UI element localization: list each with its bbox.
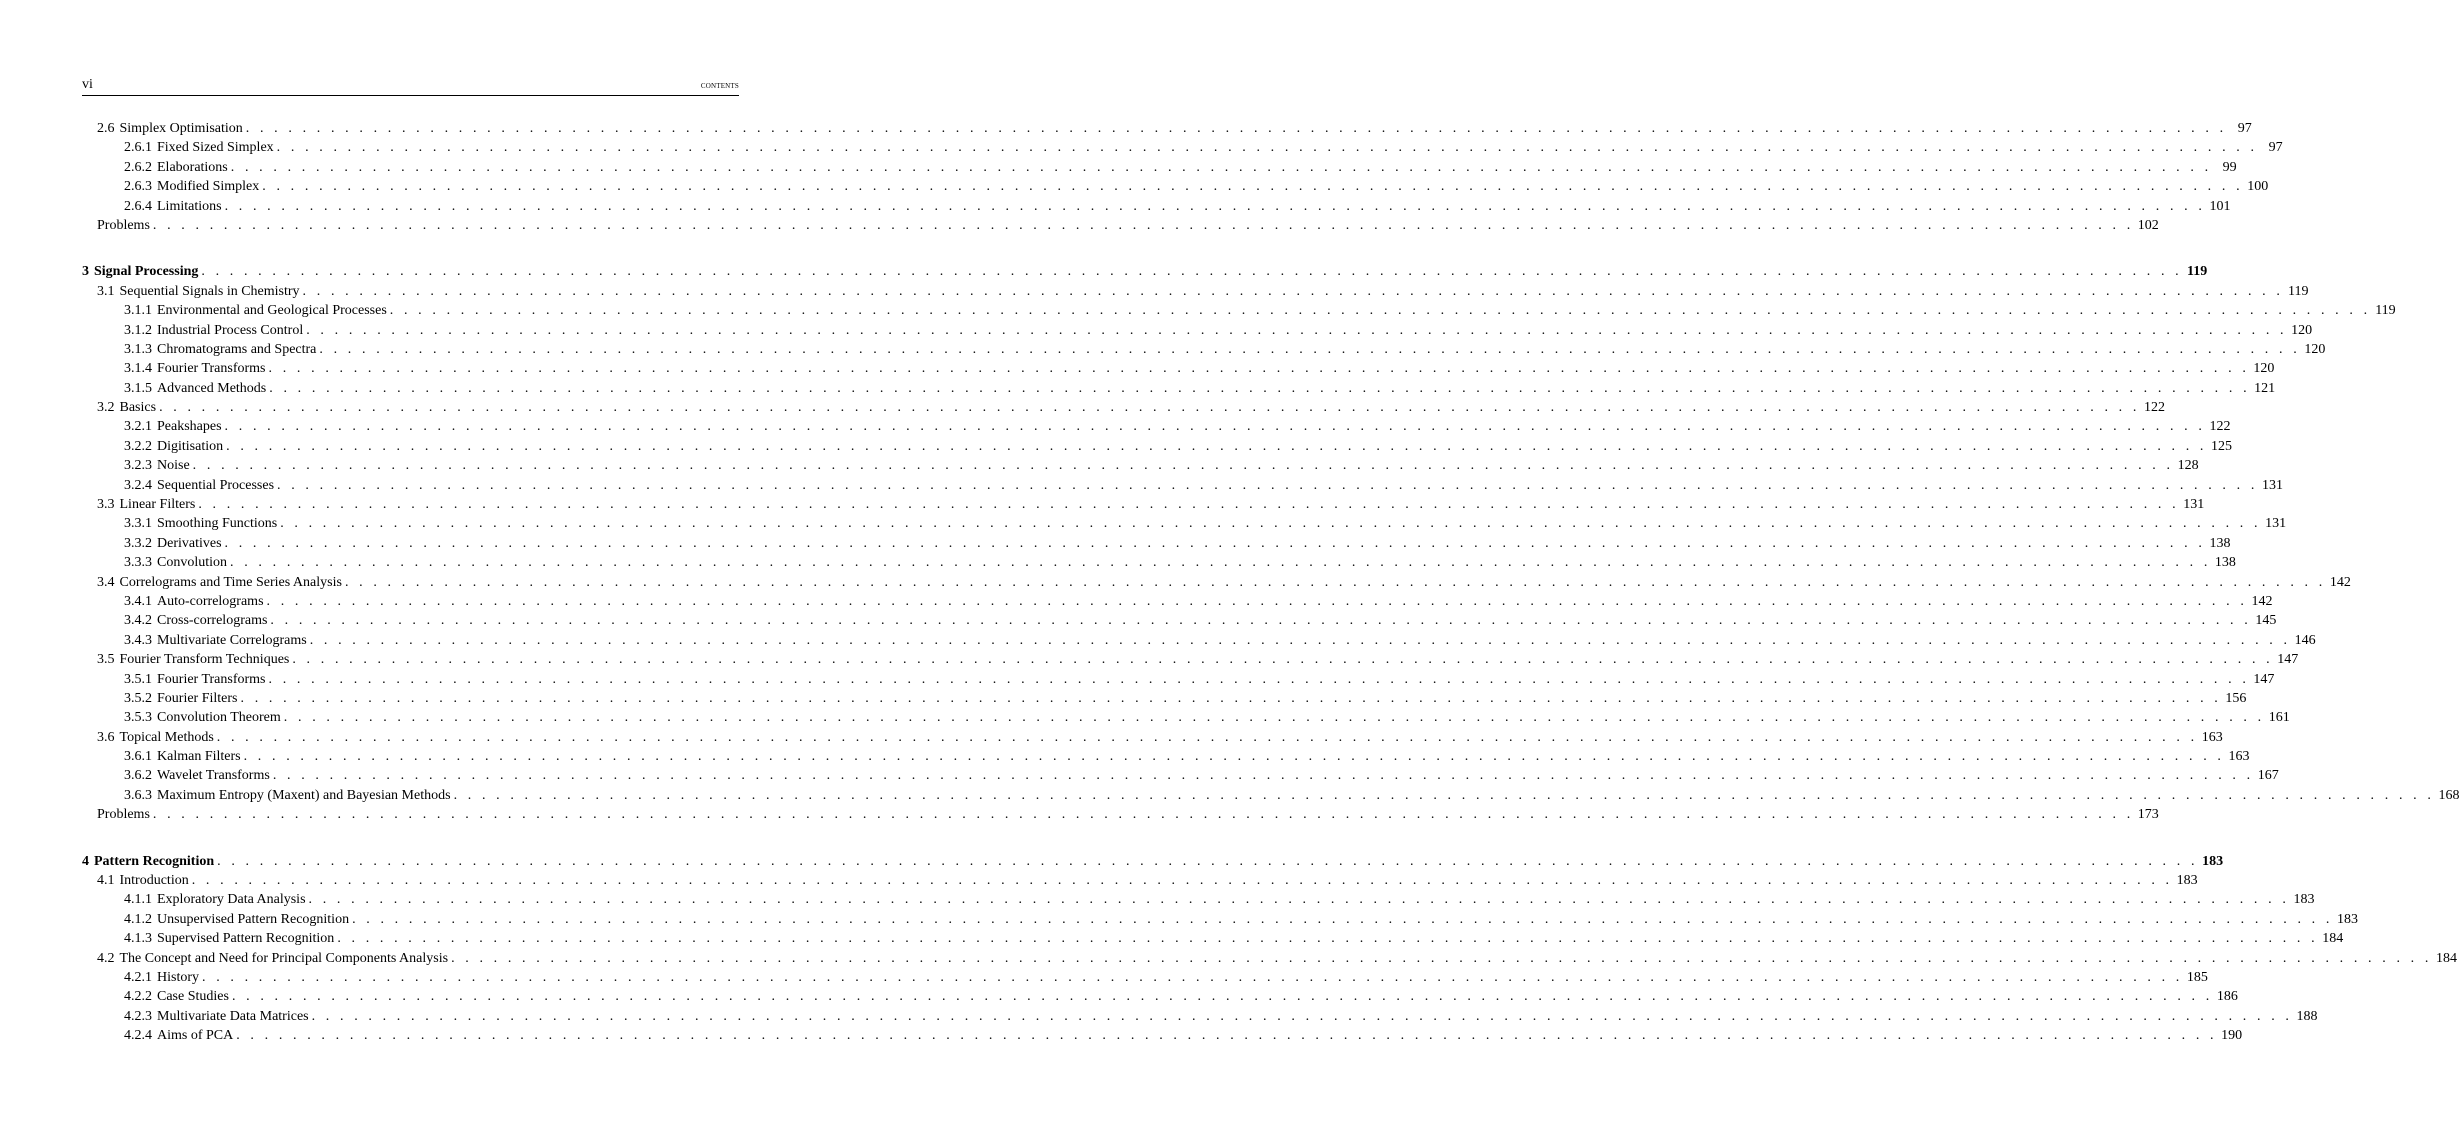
dot-leader: . . . . . . . . . . . . . . . . . . . . . . . . . . . . . . . . . . . . . . . . . . . . . . . . . . . . . . . . . . . . . . . . . . . . . . . . . . . . . . . . . . . . . . . . . . . . . . . . . . . . . . . . . . . . . . . . . . . . . . . . . . . . . . . . . . . . . . . . . . . . <box>451 950 2432 966</box>
dot-leader: . . . . . . . . . . . . . . . . . . . . . . . . . . . . . . . . . . . . . . . . . . . . . . . . . . . . . . . . . . . . . . . . . . . . . . . . . . . . . . . . . . . . . . . . . . . . . . . . . . . . . . . . . . . . . . . . . . . . . . . . . . . . . . . . . . . . . . . . . . . . <box>217 853 2199 869</box>
entry-page-number: 147 <box>2253 671 2275 687</box>
entry-number: 3.4.1 <box>124 593 152 609</box>
entry-title: Sequential Signals in Chemistry <box>119 283 300 299</box>
toc-section-entry[interactable] <box>82 495 2205 514</box>
entry-page-number: 183 <box>2202 853 2224 869</box>
entry-title: Fourier Transforms <box>157 671 266 687</box>
entry-title: Chromatograms and Spectra <box>157 341 317 357</box>
entry-page-number: 146 <box>2294 632 2316 648</box>
entry-page-number: 142 <box>2251 593 2273 609</box>
toc-subsection-entry[interactable] <box>82 890 2315 909</box>
dot-leader: . . . . . . . . . . . . . . . . . . . . . . . . . . . . . . . . . . . . . . . . . . . . . . . . . . . . . . . . . . . . . . . . . . . . . . . . . . . . . . . . . . . . . . . . . . . . . . . . . . . . . . . . . . . . . . . . . . . . . . . . . . . . . . . . . . . . . . . . . . . . <box>319 341 2301 357</box>
entry-number: 3.6.2 <box>124 768 152 784</box>
entry-page-number: 122 <box>2209 419 2231 435</box>
entry-number: 3 <box>82 264 89 280</box>
entry-title: Basics <box>119 400 157 416</box>
dot-leader: . . . . . . . . . . . . . . . . . . . . . . . . . . . . . . . . . . . . . . . . . . . . . . . . . . . . . . . . . . . . . . . . . . . . . . . . . . . . . . . . . . . . . . . . . . . . . . . . . . . . . . . . . . . . . . . . . . . . . . . . . . . . . . . . . . . . . . . . . . . . <box>311 1008 2293 1024</box>
running-title: contents <box>700 80 739 91</box>
toc-subsection-entry[interactable] <box>82 670 2275 689</box>
entry-title: Auto-correlograms <box>157 593 264 609</box>
entry-title: Fixed Sized Simplex <box>157 140 274 156</box>
entry-title: Signal Processing <box>94 264 199 280</box>
entry-title: Multivariate Correlograms <box>157 632 307 648</box>
entry-title: Simplex Optimisation <box>119 120 243 136</box>
entry-page-number: 145 <box>2255 613 2277 629</box>
entry-number: 4.2 <box>97 950 115 966</box>
entry-title: Advanced Methods <box>157 380 267 396</box>
entry-number: 3.3.1 <box>124 516 152 532</box>
toc-subsection-entry[interactable] <box>82 592 2273 611</box>
dot-leader: . . . . . . . . . . . . . . . . . . . . . . . . . . . . . . . . . . . . . . . . . . . . . . . . . . . . . . . . . . . . . . . . . . . . . . . . . . . . . . . . . . . . . . . . . . . . . . . . . . . . . . . . . . . . . . . . . . . . . . . . . . . . . . . . . . . . . . . . . . . . <box>272 768 2254 784</box>
entry-title: Kalman Filters <box>157 749 241 765</box>
entry-number: 4.2.3 <box>124 1008 152 1024</box>
toc-subsection-entry[interactable] <box>82 138 2283 157</box>
dot-leader: . . . . . . . . . . . . . . . . . . . . . . . . . . . . . . . . . . . . . . . . . . . . . . . . . . . . . . . . . . . . . . . . . . . . . . . . . . . . . . . . . . . . . . . . . . . . . . . . . . . . . . . . . . . . . . . . . . . . . . . . . . . . . . . . . . . . . . . . . . . . <box>243 749 2225 765</box>
entry-title: Elaborations <box>157 159 228 175</box>
entry-title: Digitisation <box>157 438 224 454</box>
dot-leader: . . . . . . . . . . . . . . . . . . . . . . . . . . . . . . . . . . . . . . . . . . . . . . . . . . . . . . . . . . . . . . . . . . . . . . . . . . . . . . . . . . . . . . . . . . . . . . . . . . . . . . . . . . . . . . . . . . . . . . . . . . . . . . . . . . . . . . . . . . . . <box>268 671 2250 687</box>
toc-section-entry[interactable] <box>82 573 2351 592</box>
dot-leader: . . . . . . . . . . . . . . . . . . . . . . . . . . . . . . . . . . . . . . . . . . . . . . . . . . . . . . . . . . . . . . . . . . . . . . . . . . . . . . . . . . . . . . . . . . . . . . . . . . . . . . . . . . . . . . . . . . . . . . . . . . . . . . . . . . . . . . . . . . . . <box>268 361 2250 377</box>
entry-title: Sequential Processes <box>157 477 275 493</box>
dot-leader: . . . . . . . . . . . . . . . . . . . . . . . . . . . . . . . . . . . . . . . . . . . . . . . . . . . . . . . . . . . . . . . . . . . . . . . . . . . . . . . . . . . . . . . . . . . . . . . . . . . . . . . . . . . . . . . . . . . . . . . . . . . . . . . . . . . . . . . . . . . . <box>198 497 2180 513</box>
toc-section-entry[interactable] <box>82 282 2309 301</box>
entry-page-number: 120 <box>2304 341 2326 357</box>
entry-page-number: 128 <box>2177 458 2199 474</box>
toc-subsection-entry[interactable] <box>82 177 2269 196</box>
entry-page-number: 100 <box>2247 179 2269 195</box>
entry-page-number: 184 <box>2435 950 2457 966</box>
entry-page-number: 168 <box>2438 787 2459 803</box>
entry-number: 3.2.4 <box>124 477 152 493</box>
entry-number: 2.6.3 <box>124 179 152 195</box>
entry-number: 3.5 <box>97 652 115 668</box>
entry-title: Exploratory Data Analysis <box>157 892 306 908</box>
entry-number: 4.2.1 <box>124 970 152 985</box>
entry-page-number: 101 <box>2209 198 2231 214</box>
toc-subsection-entry[interactable] <box>82 929 2344 948</box>
entry-page-number: 188 <box>2296 1008 2318 1024</box>
dot-leader: . . . . . . . . . . . . . . . . . . . . . . . . . . . . . . . . . . . . . . . . . . . . . . . . . . . . . . . . . . . . . . . . . . . . . . . . . . . . . . . . . . . . . . . . . . . . . . . . . . . . . . . . . . . . . . . . . . . . . . . . . . . . . . . . . . . . . . . . . . . . <box>302 283 2284 299</box>
toc-subsection-entry[interactable] <box>82 747 2250 766</box>
entry-page-number: 186 <box>2216 989 2238 1005</box>
toc-subsection-entry[interactable] <box>82 910 2358 929</box>
entry-number: 3.2.3 <box>124 458 152 474</box>
entry-title: Correlograms and Time Series Analysis <box>119 574 342 590</box>
dot-leader: . . . . . . . . . . . . . . . . . . . . . . . . . . . . . . . . . . . . . . . . . . . . . . . . . . . . . . . . . . . . . . . . . . . . . . . . . . . . . . . . . . . . . . . . . . . . . . . . . . . . . . . . . . . . . . . . . . . . . . . . . . . . . . . . . . . . . . . . . . . . <box>344 574 2326 590</box>
dot-leader: . . . . . . . . . . . . . . . . . . . . . . . . . . . . . . . . . . . . . . . . . . . . . . . . . . . . . . . . . . . . . . . . . . . . . . . . . . . . . . . . . . . . . . . . . . . . . . . . . . . . . . . . . . . . . . . . . . . . . . . . . . . . . . . . . . . . . . . . . . . . <box>352 911 2333 927</box>
entry-title: Supervised Pattern Recognition <box>157 931 335 947</box>
entry-number: 3.1 <box>97 283 115 299</box>
entry-title: Unsupervised Pattern Recognition <box>157 911 350 927</box>
dot-leader: . . . . . . . . . . . . . . . . . . . . . . . . . . . . . . . . . . . . . . . . . . . . . . . . . . . . . . . . . . . . . . . . . . . . . . . . . . . . . . . . . . . . . . . . . . . . . . . . . . . . . . . . . . . . . . . . . . . . . . . . . . . . . . . . . . . . . . . . . . . . <box>276 140 2258 156</box>
entry-number: 4.2.4 <box>124 1028 152 1044</box>
entry-number: 3.4.3 <box>124 632 152 648</box>
entry-page-number: 125 <box>2211 438 2233 454</box>
entry-number: 3.3.3 <box>124 555 152 571</box>
toc-subsection-entry[interactable] <box>82 786 2459 805</box>
dot-leader: . . . . . . . . . . . . . . . . . . . . . . . . . . . . . . . . . . . . . . . . . . . . . . . . . . . . . . . . . . . . . . . . . . . . . . . . . . . . . . . . . . . . . . . . . . . . . . . . . . . . . . . . . . . . . . . . . . . . . . . . . . . . . . . . . . . . . . . . . . . . <box>191 873 2173 889</box>
entry-title: Topical Methods <box>119 729 214 745</box>
dot-leader: . . . . . . . . . . . . . . . . . . . . . . . . . . . . . . . . . . . . . . . . . . . . . . . . . . . . . . . . . . . . . . . . . . . . . . . . . . . . . . . . . . . . . . . . . . . . . . . . . . . . . . . . . . . . . . . . . . . . . . . . . . . . . . . . . . . . . . . . . . . . <box>280 516 2262 532</box>
toc-section-entry[interactable] <box>82 398 2165 417</box>
toc-problems-entry[interactable] <box>82 216 2159 235</box>
entry-number: 2.6.4 <box>124 198 152 214</box>
toc-subsection-entry[interactable] <box>82 553 2236 572</box>
entry-number: 4.1.2 <box>124 911 152 927</box>
toc-section-entry[interactable] <box>82 728 2223 747</box>
entry-number: 3.1.5 <box>124 380 152 396</box>
entry-title: Industrial Process Control <box>157 322 304 338</box>
toc-subsection-entry[interactable] <box>82 1007 2318 1026</box>
toc-subsection-entry[interactable] <box>82 767 2279 786</box>
entry-title: Aims of PCA <box>157 1028 234 1044</box>
entry-page-number: 142 <box>2329 574 2351 590</box>
toc-subsection-entry[interactable] <box>82 437 2233 456</box>
entry-number: 3.5.2 <box>124 690 152 706</box>
entry-title: The Concept and Need for Principal Components Analysis <box>119 950 449 966</box>
toc-chapter-entry[interactable] <box>82 262 2208 281</box>
entry-page-number: 147 <box>2277 652 2299 668</box>
dot-leader: . . . . . . . . . . . . . . . . . . . . . . . . . . . . . . . . . . . . . . . . . . . . . . . . . . . . . . . . . . . . . . . . . . . . . . . . . . . . . . . . . . . . . . . . . . . . . . . . . . . . . . . . . . . . . . . . . . . . . . . . . . . . . . . . . . . . . . . . . . . . <box>230 555 2211 571</box>
entry-page-number: 167 <box>2257 768 2279 784</box>
dot-leader: . . . . . . . . . . . . . . . . . . . . . . . . . . . . . . . . . . . . . . . . . . . . . . . . . . . . . . . . . . . . . . . . . . . . . . . . . . . . . . . . . . . . . . . . . . . . . . . . . . . . . . . . . . . . . . . . . . . . . . . . . . . . . . . . . . . . . . . . . . . . <box>309 632 2291 648</box>
dot-leader: . . . . . . . . . . . . . . . . . . . . . . . . . . . . . . . . . . . . . . . . . . . . . . . . . . . . . . . . . . . . . . . . . . . . . . . . . . . . . . . . . . . . . . . . . . . . . . . . . . . . . . . . . . . . . . . . . . . . . . . . . . . . . . . . . . . . . . . . . . . . <box>337 931 2319 947</box>
entry-title: Derivatives <box>157 535 222 551</box>
entry-title: Introduction <box>119 873 189 889</box>
entry-title: Fourier Transforms <box>157 361 266 377</box>
entry-title: Limitations <box>157 198 222 214</box>
toc-subsection-entry[interactable] <box>82 611 2277 630</box>
entry-number: 3.5.1 <box>124 671 152 687</box>
toc-subsection-entry[interactable] <box>82 708 2290 727</box>
entry-page-number: 119 <box>2375 303 2396 319</box>
entry-title: Pattern Recognition <box>94 853 215 869</box>
toc-subsection-entry[interactable] <box>82 514 2287 533</box>
entry-title: Convolution Theorem <box>157 710 281 726</box>
entry-number: 3.6.3 <box>124 787 152 803</box>
table-of-contents <box>82 119 2459 1046</box>
dot-leader: . . . . . . . . . . . . . . . . . . . . . . . . . . . . . . . . . . . . . . . . . . . . . . . . . . . . . . . . . . . . . . . . . . . . . . . . . . . . . . . . . . . . . . . . . . . . . . . . . . . . . . . . . . . . . . . . . . . . . . . . . . . . . . . . . . . . . . . . . . . . <box>306 322 2288 338</box>
toc-subsection-entry[interactable] <box>82 301 2396 320</box>
dot-leader: . . . . . . . . . . . . . . . . . . . . . . . . . . . . . . . . . . . . . . . . . . . . . . . . . . . . . . . . . . . . . . . . . . . . . . . . . . . . . . . . . . . . . . . . . . . . . . . . . . . . . . . . . . . . . . . . . . . . . . . . . . . . . . . . . . . . . . . . . . . . <box>283 710 2265 726</box>
toc-subsection-entry[interactable] <box>82 534 2231 553</box>
entry-number: 4.1 <box>97 873 115 889</box>
dot-leader: . . . . . . . . . . . . . . . . . . . . . . . . . . . . . . . . . . . . . . . . . . . . . . . . . . . . . . . . . . . . . . . . . . . . . . . . . . . . . . . . . . . . . . . . . . . . . . . . . . . . . . . . . . . . . . . . . . . . . . . . . . . . . . . . . . . . . . . . . . . . <box>230 159 2212 175</box>
entry-page-number: 131 <box>2261 477 2283 493</box>
toc-problems-entry[interactable] <box>82 805 2159 824</box>
dot-leader: . . . . . . . . . . . . . . . . . . . . . . . . . . . . . . . . . . . . . . . . . . . . . . . . . . . . . . . . . . . . . . . . . . . . . . . . . . . . . . . . . . . . . . . . . . . . . . . . . . . . . . . . . . . . . . . . . . . . . . . . . . . . . . . . . . . . . . . . . . . . <box>152 807 2134 823</box>
toc-subsection-entry[interactable] <box>82 968 2208 987</box>
dot-leader: . . . . . . . . . . . . . . . . . . . . . . . . . . . . . . . . . . . . . . . . . . . . . . . . . . . . . . . . . . . . . . . . . . . . . . . . . . . . . . . . . . . . . . . . . . . . . . . . . . . . . . . . . . . . . . . . . . . . . . . . . . . . . . . . . . . . . . . . . . . . <box>240 690 2222 706</box>
entry-page-number: 184 <box>2322 931 2344 947</box>
toc-subsection-entry[interactable] <box>82 417 2231 436</box>
dot-leader: . . . . . . . . . . . . . . . . . . . . . . . . . . . . . . . . . . . . . . . . . . . . . . . . . . . . . . . . . . . . . . . . . . . . . . . . . . . . . . . . . . . . . . . . . . . . . . . . . . . . . . . . . . . . . . . . . . . . . . . . . . . . . . . . . . . . . . . . . . . . <box>224 198 2206 214</box>
dot-leader: . . . . . . . . . . . . . . . . . . . . . . . . . . . . . . . . . . . . . . . . . . . . . . . . . . . . . . . . . . . . . . . . . . . . . . . . . . . . . . . . . . . . . . . . . . . . . . . . . . . . . . . . . . . . . . . . . . . . . . . . . . . . . . . . . . . . . . . . . . . . <box>266 593 2248 609</box>
toc-subsection-entry[interactable] <box>82 197 2231 216</box>
entry-page-number: 119 <box>2187 264 2208 280</box>
toc-subsection-entry[interactable] <box>82 456 2199 475</box>
section-gap <box>82 825 739 852</box>
dot-leader: . . . . . . . . . . . . . . . . . . . . . . . . . . . . . . . . . . . . . . . . . . . . . . . . . . . . . . . . . . . . . . . . . . . . . . . . . . . . . . . . . . . . . . . . . . . . . . . . . . . . . . . . . . . . . . . . . . . . . . . . . . . . . . . . . . . . . . . . . . . . <box>453 787 2435 803</box>
dot-leader: . . . . . . . . . . . . . . . . . . . . . . . . . . . . . . . . . . . . . . . . . . . . . . . . . . . . . . . . . . . . . . . . . . . . . . . . . . . . . . . . . . . . . . . . . . . . . . . . . . . . . . . . . . . . . . . . . . . . . . . . . . . . . . . . . . . . . . . . . . . . <box>159 400 2140 416</box>
entry-number: 3.2.2 <box>124 438 152 454</box>
entry-number: 2.6.1 <box>124 140 152 156</box>
entry-title: Cross-correlograms <box>157 613 268 629</box>
entry-page-number: 138 <box>2214 555 2236 571</box>
dot-leader: . . . . . . . . . . . . . . . . . . . . . . . . . . . . . . . . . . . . . . . . . . . . . . . . . . . . . . . . . . . . . . . . . . . . . . . . . . . . . . . . . . . . . . . . . . . . . . . . . . . . . . . . . . . . . . . . . . . . . . . . . . . . . . . . . . . . . . . . . . . . <box>389 303 2371 319</box>
entry-title: Noise <box>157 458 190 474</box>
entry-page-number: 163 <box>2228 749 2250 765</box>
entry-page-number: 102 <box>2137 217 2159 233</box>
running-header <box>82 77 739 95</box>
dot-leader: . . . . . . . . . . . . . . . . . . . . . . . . . . . . . . . . . . . . . . . . . . . . . . . . . . . . . . . . . . . . . . . . . . . . . . . . . . . . . . . . . . . . . . . . . . . . . . . . . . . . . . . . . . . . . . . . . . . . . . . . . . . . . . . . . . . . . . . . . . . . <box>152 217 2134 233</box>
entry-page-number: 138 <box>2209 535 2231 551</box>
dot-leader: . . . . . . . . . . . . . . . . . . . . . . . . . . . . . . . . . . . . . . . . . . . . . . . . . . . . . . . . . . . . . . . . . . . . . . . . . . . . . . . . . . . . . . . . . . . . . . . . . . . . . . . . . . . . . . . . . . . . . . . . . . . . . . . . . . . . . . . . . . . . <box>202 970 2183 985</box>
entry-page-number: 131 <box>2265 516 2287 532</box>
dot-leader: . . . . . . . . . . . . . . . . . . . . . . . . . . . . . . . . . . . . . . . . . . . . . . . . . . . . . . . . . . . . . . . . . . . . . . . . . . . . . . . . . . . . . . . . . . . . . . . . . . . . . . . . . . . . . . . . . . . . . . . . . . . . . . . . . . . . . . . . . . . . <box>269 380 2251 396</box>
dot-leader: . . . . . . . . . . . . . . . . . . . . . . . . . . . . . . . . . . . . . . . . . . . . . . . . . . . . . . . . . . . . . . . . . . . . . . . . . . . . . . . . . . . . . . . . . . . . . . . . . . . . . . . . . . . . . . . . . . . . . . . . . . . . . . . . . . . . . . . . . . . . <box>224 419 2206 435</box>
toc-subsection-entry[interactable] <box>82 340 2326 359</box>
entry-number: 3.4.2 <box>124 613 152 629</box>
entry-title: Problems <box>97 217 150 233</box>
entry-page-number: 183 <box>2176 873 2198 889</box>
entry-title: Peakshapes <box>157 419 222 435</box>
toc-section-entry[interactable] <box>82 949 2457 968</box>
toc-subsection-entry[interactable] <box>82 158 2237 177</box>
entry-number: 3.2 <box>97 400 115 416</box>
entry-title: Problems <box>97 807 150 823</box>
entry-title: Fourier Transform Techniques <box>119 652 290 668</box>
entry-number: 4 <box>82 853 89 869</box>
entry-page-number: 119 <box>2287 283 2309 299</box>
header-rule <box>82 95 739 96</box>
entry-number: 3.2.1 <box>124 419 152 435</box>
entry-title: Fourier Filters <box>157 690 238 706</box>
toc-section-entry[interactable] <box>82 871 2198 890</box>
entry-page-number: 121 <box>2254 380 2276 396</box>
entry-page-number: 190 <box>2221 1028 2243 1044</box>
entry-title: Environmental and Geological Processes <box>157 303 387 319</box>
entry-number: 2.6 <box>97 120 115 136</box>
dot-leader: . . . . . . . . . . . . . . . . . . . . . . . . . . . . . . . . . . . . . . . . . . . . . . . . . . . . . . . . . . . . . . . . . . . . . . . . . . . . . . . . . . . . . . . . . . . . . . . . . . . . . . . . . . . . . . . . . . . . . . . . . . . . . . . . . . . . . . . . . . . . <box>216 729 2198 745</box>
toc-subsection-entry[interactable] <box>82 476 2283 495</box>
entry-number: 4.1.3 <box>124 931 152 947</box>
entry-page-number: 183 <box>2293 892 2315 908</box>
toc-subsection-entry[interactable] <box>82 689 2247 708</box>
dot-leader: . . . . . . . . . . . . . . . . . . . . . . . . . . . . . . . . . . . . . . . . . . . . . . . . . . . . . . . . . . . . . . . . . . . . . . . . . . . . . . . . . . . . . . . . . . . . . . . . . . . . . . . . . . . . . . . . . . . . . . . . . . . . . . . . . . . . . . . . . . . . <box>226 438 2208 454</box>
dot-leader: . . . . . . . . . . . . . . . . . . . . . . . . . . . . . . . . . . . . . . . . . . . . . . . . . . . . . . . . . . . . . . . . . . . . . . . . . . . . . . . . . . . . . . . . . . . . . . . . . . . . . . . . . . . . . . . . . . . . . . . . . . . . . . . . . . . . . . . . . . . . <box>292 652 2274 668</box>
entry-title: Linear Filters <box>119 497 196 513</box>
entry-number: 3.6.1 <box>124 749 152 765</box>
toc-subsection-entry[interactable] <box>82 359 2275 378</box>
dot-leader: . . . . . . . . . . . . . . . . . . . . . . . . . . . . . . . . . . . . . . . . . . . . . . . . . . . . . . . . . . . . . . . . . . . . . . . . . . . . . . . . . . . . . . . . . . . . . . . . . . . . . . . . . . . . . . . . . . . . . . . . . . . . . . . . . . . . . . . . . . . . <box>231 989 2213 1005</box>
entry-number: 3.1.3 <box>124 341 152 357</box>
entry-page-number: 97 <box>2237 120 2252 136</box>
dot-leader: . . . . . . . . . . . . . . . . . . . . . . . . . . . . . . . . . . . . . . . . . . . . . . . . . . . . . . . . . . . . . . . . . . . . . . . . . . . . . . . . . . . . . . . . . . . . . . . . . . . . . . . . . . . . . . . . . . . . . . . . . . . . . . . . . . . . . . . . . . . . <box>245 120 2227 136</box>
entry-page-number: 173 <box>2137 807 2159 823</box>
entry-title: History <box>157 970 199 985</box>
section-gap <box>82 235 739 262</box>
entry-title: Modified Simplex <box>157 179 260 195</box>
entry-page-number: 122 <box>2143 400 2165 416</box>
toc-chapter-entry[interactable] <box>82 852 2224 871</box>
dot-leader: . . . . . . . . . . . . . . . . . . . . . . . . . . . . . . . . . . . . . . . . . . . . . . . . . . . . . . . . . . . . . . . . . . . . . . . . . . . . . . . . . . . . . . . . . . . . . . . . . . . . . . . . . . . . . . . . . . . . . . . . . . . . . . . . . . . . . . . . . . . . <box>277 477 2258 493</box>
entry-number: 3.3 <box>97 497 115 513</box>
entry-number: 3.5.3 <box>124 710 152 726</box>
entry-number: 3.1.2 <box>124 322 152 338</box>
toc-subsection-entry[interactable] <box>82 379 2276 398</box>
entry-number: 2.6.2 <box>124 159 152 175</box>
toc-subsection-entry[interactable] <box>82 631 2316 650</box>
entry-page-number: 183 <box>2336 911 2358 927</box>
entry-page-number: 120 <box>2291 322 2313 338</box>
entry-number: 3.1.1 <box>124 303 152 319</box>
entry-page-number: 131 <box>2183 497 2205 513</box>
entry-page-number: 156 <box>2225 690 2247 706</box>
entry-number: 3.3.2 <box>124 535 152 551</box>
dot-leader: . . . . . . . . . . . . . . . . . . . . . . . . . . . . . . . . . . . . . . . . . . . . . . . . . . . . . . . . . . . . . . . . . . . . . . . . . . . . . . . . . . . . . . . . . . . . . . . . . . . . . . . . . . . . . . . . . . . . . . . . . . . . . . . . . . . . . . . . . . . . <box>236 1028 2218 1044</box>
toc-subsection-entry[interactable] <box>82 1026 2243 1045</box>
entry-number: 3.4 <box>97 574 115 590</box>
entry-number: 4.2.2 <box>124 989 152 1005</box>
dot-leader: . . . . . . . . . . . . . . . . . . . . . . . . . . . . . . . . . . . . . . . . . . . . . . . . . . . . . . . . . . . . . . . . . . . . . . . . . . . . . . . . . . . . . . . . . . . . . . . . . . . . . . . . . . . . . . . . . . . . . . . . . . . . . . . . . . . . . . . . . . . . <box>224 535 2206 551</box>
toc-section-entry[interactable] <box>82 119 2252 138</box>
entry-page-number: 163 <box>2201 729 2223 745</box>
entry-page-number: 161 <box>2268 710 2290 726</box>
entry-title: Smoothing Functions <box>157 516 278 532</box>
page-numeral: vi <box>82 77 93 92</box>
dot-leader: . . . . . . . . . . . . . . . . . . . . . . . . . . . . . . . . . . . . . . . . . . . . . . . . . . . . . . . . . . . . . . . . . . . . . . . . . . . . . . . . . . . . . . . . . . . . . . . . . . . . . . . . . . . . . . . . . . . . . . . . . . . . . . . . . . . . . . . . . . . . <box>201 264 2183 280</box>
entry-title: Convolution <box>157 555 228 571</box>
dot-leader: . . . . . . . . . . . . . . . . . . . . . . . . . . . . . . . . . . . . . . . . . . . . . . . . . . . . . . . . . . . . . . . . . . . . . . . . . . . . . . . . . . . . . . . . . . . . . . . . . . . . . . . . . . . . . . . . . . . . . . . . . . . . . . . . . . . . . . . . . . . . <box>270 613 2252 629</box>
dot-leader: . . . . . . . . . . . . . . . . . . . . . . . . . . . . . . . . . . . . . . . . . . . . . . . . . . . . . . . . . . . . . . . . . . . . . . . . . . . . . . . . . . . . . . . . . . . . . . . . . . . . . . . . . . . . . . . . . . . . . . . . . . . . . . . . . . . . . . . . . . . . <box>192 458 2174 474</box>
entry-number: 3.6 <box>97 729 115 745</box>
entry-title: Maximum Entropy (Maxent) and Bayesian Methods <box>157 787 451 803</box>
toc-subsection-entry[interactable] <box>82 987 2238 1006</box>
entry-number: 3.1.4 <box>124 361 152 377</box>
toc-subsection-entry[interactable] <box>82 321 2313 340</box>
entry-page-number: 99 <box>2222 159 2237 175</box>
entry-page-number: 120 <box>2253 361 2275 377</box>
toc-section-entry[interactable] <box>82 650 2299 669</box>
entry-title: Multivariate Data Matrices <box>157 1008 309 1024</box>
entry-title: Wavelet Transforms <box>157 768 270 784</box>
entry-page-number: 97 <box>2268 140 2283 156</box>
entry-title: Case Studies <box>157 989 229 1005</box>
entry-number: 4.1.1 <box>124 892 152 908</box>
dot-leader: . . . . . . . . . . . . . . . . . . . . . . . . . . . . . . . . . . . . . . . . . . . . . . . . . . . . . . . . . . . . . . . . . . . . . . . . . . . . . . . . . . . . . . . . . . . . . . . . . . . . . . . . . . . . . . . . . . . . . . . . . . . . . . . . . . . . . . . . . . . . <box>262 179 2244 195</box>
dot-leader: . . . . . . . . . . . . . . . . . . . . . . . . . . . . . . . . . . . . . . . . . . . . . . . . . . . . . . . . . . . . . . . . . . . . . . . . . . . . . . . . . . . . . . . . . . . . . . . . . . . . . . . . . . . . . . . . . . . . . . . . . . . . . . . . . . . . . . . . . . . . <box>308 892 2290 908</box>
entry-page-number: 185 <box>2186 970 2208 985</box>
